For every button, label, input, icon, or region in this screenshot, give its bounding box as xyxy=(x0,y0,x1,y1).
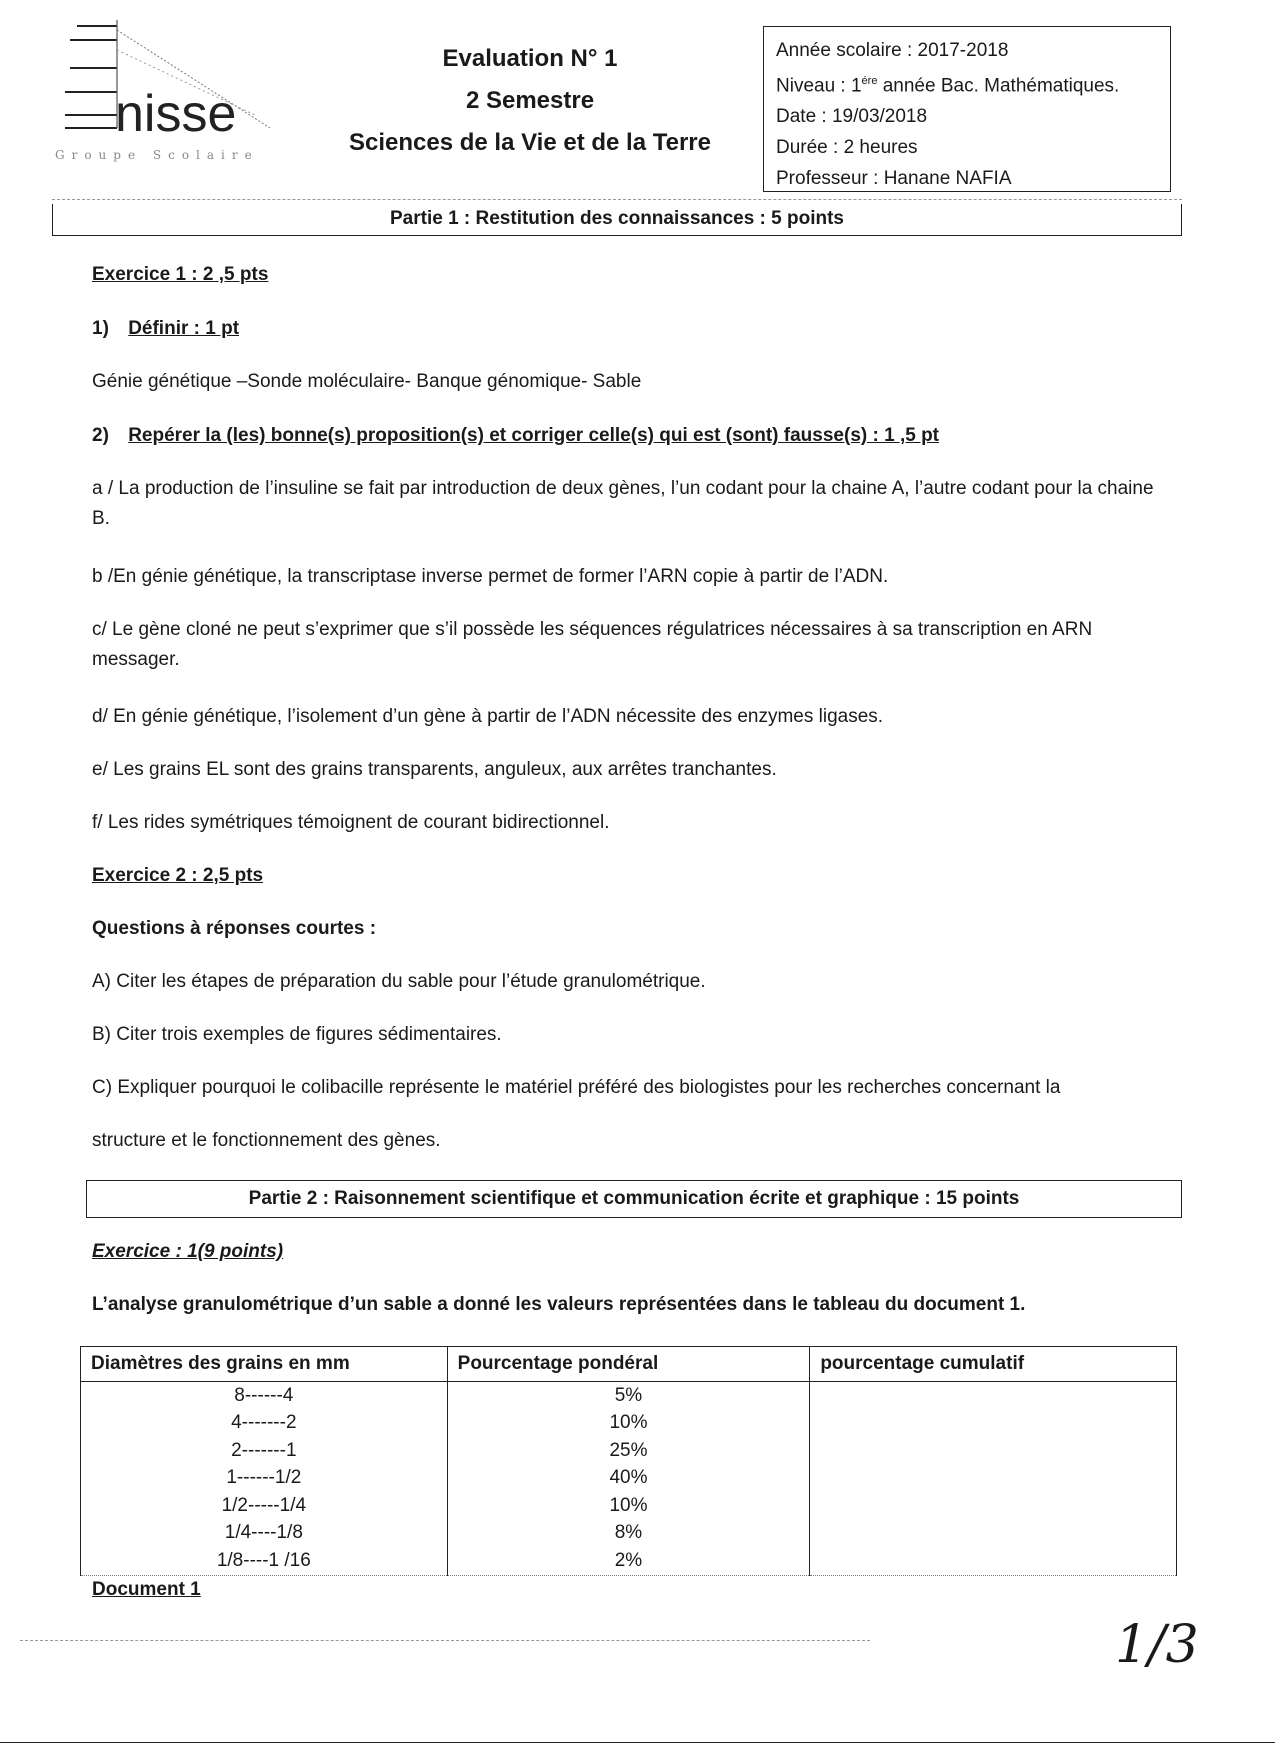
divider xyxy=(52,199,1182,200)
cumulative-percent-cell xyxy=(810,1547,1177,1575)
title-line-2: 2 Semestre xyxy=(465,87,595,114)
proposition-e: e/ Les grains EL sont des grains transparents, anguleux, aux arrêtes tranchantes. xyxy=(92,759,777,780)
question-c-continued: structure et le fonctionnement des gènes. xyxy=(92,1130,441,1151)
exam-info-box xyxy=(763,26,1171,192)
cumulative-percent-cell xyxy=(810,1437,1177,1465)
logo-subtitle: Groupe Scolaire xyxy=(55,148,259,162)
level: Niveau : $1^{ére}$ année Bac. Mathématiques. xyxy=(776,75,1120,97)
question1-heading: 1) Définir : 1 pt xyxy=(92,318,240,339)
cumulative-percent-cell xyxy=(810,1492,1177,1520)
exam-duration: Durée : 2 heures xyxy=(776,137,918,159)
proposition-a: a / La production de l’insuline se fait par introduction de deux gènes, l’un codant pour la chaine A, l’autre codant pour la chaine B. xyxy=(92,478,1154,529)
table-row xyxy=(81,1382,1177,1410)
table-row xyxy=(81,1520,1177,1548)
weight-percent-cell: 10% xyxy=(447,1492,810,1520)
school-year: Année scolaire : 2017-2018 xyxy=(776,40,1009,61)
terms-to-define: Génie génétique –Sonde moléculaire- Banque génomique- Sable xyxy=(92,371,642,392)
exercise1-title: Exercice 1 : 2 ,5 pts xyxy=(92,264,269,285)
proposition-b: b /En génie génétique, la transcriptase inverse permet de former l’ARN copie à partir de l’ADN. xyxy=(92,566,889,587)
table-row xyxy=(81,1465,1177,1493)
table-header-row xyxy=(81,1347,1177,1382)
proposition-f: f/ Les rides symétriques témoignent de courant bidirectionnel. xyxy=(92,812,610,833)
school-logo xyxy=(55,20,310,170)
question-a: A) Citer les étapes de préparation du sable pour l’étude granulométrique. xyxy=(92,971,706,992)
part2-heading: Partie 2 : Raisonnement scientifique et communication écrite et graphique : 15 points xyxy=(86,1180,1182,1218)
weight-percent-cell: 10% xyxy=(447,1410,810,1438)
exam-title xyxy=(325,38,735,164)
document-label: Document 1 xyxy=(92,1579,201,1600)
title-line-1: Evaluation N° 1 xyxy=(442,45,618,72)
table-row xyxy=(81,1492,1177,1520)
table-row xyxy=(81,1437,1177,1465)
diameter-cell: 1/2-----1/4 xyxy=(81,1492,448,1520)
column-header-weight-percent: Pourcentage pondéral xyxy=(447,1347,810,1382)
weight-percent-cell: 25% xyxy=(447,1437,810,1465)
question-b: B) Citer trois exemples de figures sédimentaires. xyxy=(92,1024,502,1045)
page-number: 1/3 xyxy=(1115,1615,1199,1675)
diameter-cell: 4-------2 xyxy=(81,1410,448,1438)
exam-date: Date : 19/03/2018 xyxy=(776,106,928,128)
title-line-3: Sciences de la Vie et de la Terre xyxy=(349,129,711,156)
diameter-cell: 1/4----1/8 xyxy=(81,1520,448,1548)
diameter-cell: 8------4 xyxy=(81,1382,448,1410)
question-c: C) Expliquer pourquoi le colibacille représente le matériel préféré des biologistes pour les recherches concernant la xyxy=(92,1077,1061,1098)
column-header-cumulative-percent: pourcentage cumulatif xyxy=(810,1347,1177,1382)
cumulative-percent-cell xyxy=(810,1382,1177,1410)
part2-intro: L’analyse granulométrique d’un sable a donné les valeurs représentées dans le tableau du document 1. xyxy=(92,1294,1026,1315)
diameter-cell: 1------1/2 xyxy=(81,1465,448,1493)
scan-artifact-line xyxy=(20,1640,870,1641)
cumulative-percent-cell xyxy=(810,1410,1177,1438)
part1-heading: Partie 1 : Restitution des connaissances : 5 points xyxy=(52,204,1182,236)
cumulative-percent-cell xyxy=(810,1520,1177,1548)
diameter-cell: 2-------1 xyxy=(81,1437,448,1465)
table-row xyxy=(81,1547,1177,1575)
part2-exercise-title: Exercice : 1(9 points) xyxy=(92,1241,284,1262)
proposition-d: d/ En génie génétique, l’isolement d’un gène à partir de l’ADN nécessite des enzymes ligases. xyxy=(92,706,884,727)
short-questions-heading: Questions à réponses courtes : xyxy=(92,918,377,939)
weight-percent-cell: 8% xyxy=(447,1520,810,1548)
weight-percent-cell: 2% xyxy=(447,1547,810,1575)
teacher: Professeur : Hanane NAFIA xyxy=(776,168,1012,190)
logo-wordmark: nisse xyxy=(115,85,237,143)
weight-percent-cell: 40% xyxy=(447,1465,810,1493)
cumulative-percent-cell xyxy=(810,1465,1177,1493)
column-header-diameter: Diamètres des grains en mm xyxy=(81,1347,448,1382)
table-row xyxy=(81,1410,1177,1438)
diameter-cell: 1/8----1 /16 xyxy=(81,1547,448,1575)
question2-heading: 2) Repérer la (les) bonne(s) proposition(s) et corriger celle(s) qui est (sont) fausse(s) : 1 ,5 pt xyxy=(92,425,939,446)
granulometry-table xyxy=(80,1346,1177,1576)
weight-percent-cell: 5% xyxy=(447,1382,810,1410)
bottom-rule xyxy=(0,1742,1275,1743)
proposition-c: c/ Le gène cloné ne peut s’exprimer que s’il possède les séquences régulatrices nécessaires à sa transcription en ARN messager. xyxy=(92,619,1093,670)
exercise2-title: Exercice 2 : 2,5 pts xyxy=(92,865,264,886)
